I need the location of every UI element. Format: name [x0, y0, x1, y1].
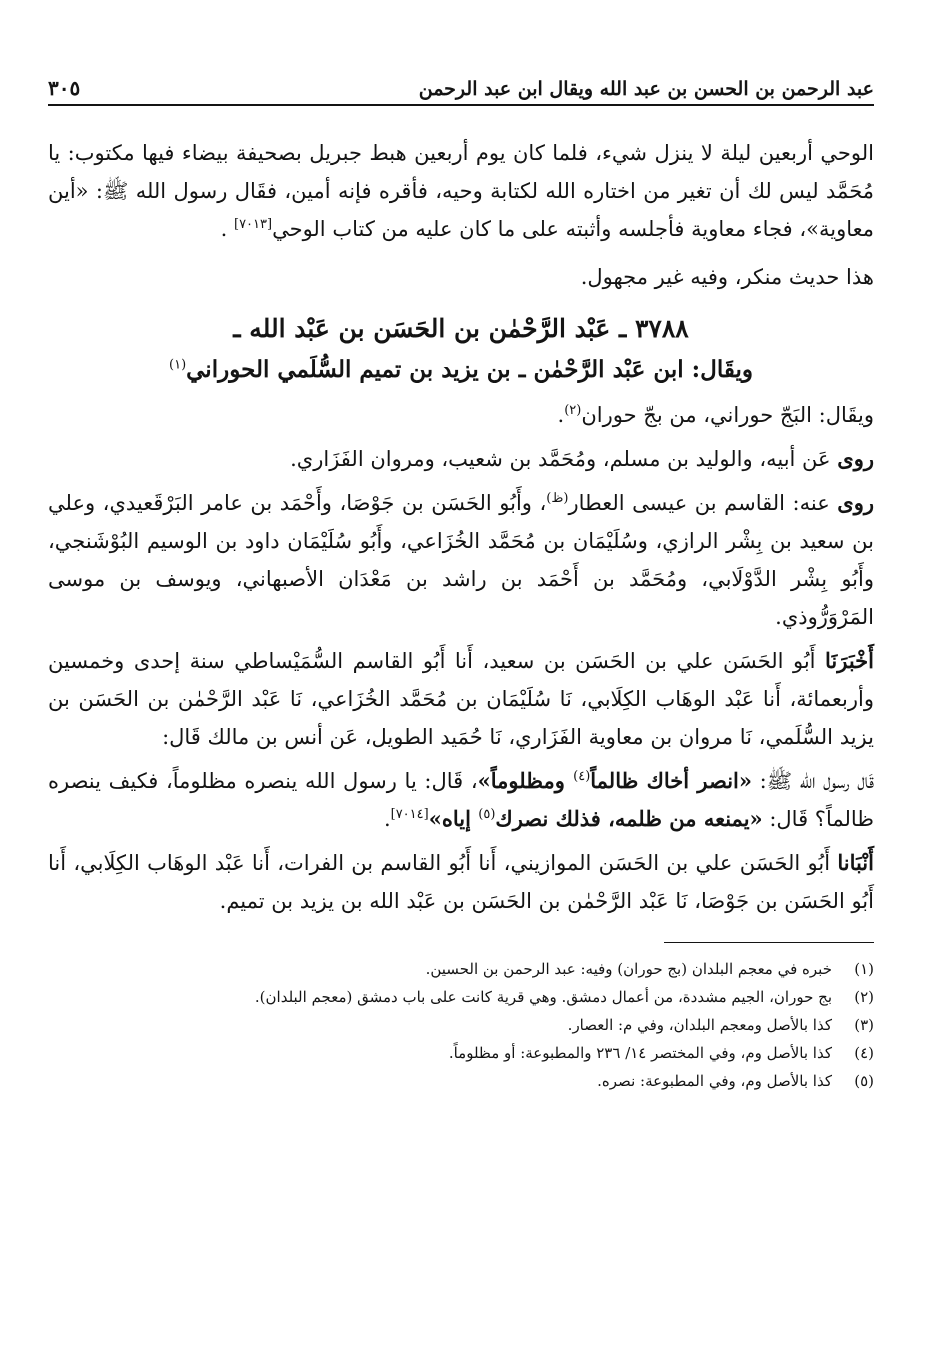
paragraph-1: الوحي أربعين ليلة لا ينزل شيء، فلما كان يوم أربعين هبط جبريل بصحيفة بيضاء فيها مكتوب: يا مُحَمَّد ليس لك أن تغير من اختاره الله لكتابة وحيه، فأقره فإنه أمين، فقَال رسول الله ﷺ: «أين معاوية»، فجاء معاوية فأجلسه وأثبته على ما كان عليه من كتاب الوحي[٧٠١٣] .	[48, 141, 874, 241]
footnote-marker: (١)	[169, 357, 187, 373]
footnote: (٥) كذا بالأصل وم، وفي المطبوعة: نصره.	[597, 1072, 874, 1090]
footnote: (١) خبره في معجم البلدان (بج حوران) وفيه: عبد الرحمن بن الحسين.	[425, 960, 874, 978]
paragraph-3: ويقَال: البَجّ حوراني، من بجّ حوران$^{(٢)}$.	[557, 403, 874, 427]
footnote: (٤) كذا بالأصل وم، وفي المختصر ١٤/ ٢٣٦ والمطبوعة: أو مظلوماً.	[448, 1044, 874, 1062]
footnote: (٣) كذا بالأصل ومعجم البلدان، وفي م: العصار.	[567, 1016, 874, 1034]
footnotes	[48, 955, 874, 1095]
lead-word: روى	[837, 490, 875, 515]
hadith-ref: [٧٠١٣]	[233, 217, 273, 232]
entry-subtitle: ويقَال: ابن عَبْد الرَّحْمٰن ـ بن يزيد بن تميم السُّلَمي الحوراني$^{(١)}$	[169, 356, 753, 383]
hadith-ref: [٧٠١٤]	[390, 807, 429, 822]
lead-word: أَنْبَانا	[837, 850, 874, 875]
paragraph-5: روى عنه: القاسم بن عيسى العطار$^{(ظ)}$، وأَبُو الحَسَن بن جَوْصَا، وأَحْمَد بن عامر البَرْقَعيدي، وعلي بن سعيد بن بِشْر الرازي، وسُلَيْمَان بن مُحَمَّد الخُزَاعي، وأَبُو سُلَيْمَان داود بن الوسيم البُوْشَنجي، وأَبُو بِشْر الدَّوْلَابي، ومُحَمَّد بن أَحْمَد بن راشد بن مَعْدَان الأصبهاني، ويوسف بن موسى المَرْوَرُّوذي.	[48, 490, 875, 629]
page-number: ٣٠٥	[48, 76, 81, 100]
paragraph-4: روى عَن أبيه، والوليد بن مسلم، ومُحَمَّد بن شعيب، ومروان الفَزَاري.	[290, 446, 874, 471]
paragraph-8: أَنْبَانا أَبُو الحَسَن علي بن الحَسَن الموازيني، أَنا أَبُو القاسم بن الفرات، أَنا عَبْد الوهَاب الكِلَابي، أَنا أَبُو الحَسَن بن جَوْصَا، نَا عَبْد الرَّحْمٰن بن الحَسَن بن عَبْد الله بن يزيد بن تميم.	[48, 850, 874, 913]
paragraph-6: أَخْبَرَنَا أَبُو الحَسَن علي بن الحَسَن بن سعيد، أَنا أَبُو القاسم السُّمَيْساطي سنة إحدى وخمسين وأربعمائة، أَنا عَبْد الوهَاب الكِلَابي، نَا سُلَيْمَان بن مُحَمَّد الخُزَاعي، نَا عَبْد الرَّحْمٰن بن الحَسَن بن يزيد السُّلَمي، نَا مروان بن معاوية الفَزَاري، نَا حُمَيد الطويل، عَن أنس بن مالك قَال:	[48, 648, 874, 749]
lead-word: أَخْبَرَنَا	[825, 648, 874, 673]
page-body	[48, 134, 874, 1095]
footnote: (٢) بج حوران، الجيم مشددة، من أعمال دمشق. وهي قرية كانت على باب دمشق (معجم البلدان).	[254, 988, 874, 1006]
lead-word: روى	[837, 446, 874, 471]
footnote-marker: (٤)	[573, 769, 591, 784]
running-title: عبد الرحمن بن الحسن بن عبد الله ويقال ابن عبد الرحمن	[418, 78, 874, 100]
book-page	[48, 0, 874, 1350]
entry-title: ٣٧٨٨ ـ عَبْد الرَّحْمٰن بن الحَسَن بن عَبْد الله ـ	[233, 314, 689, 343]
paragraph-7: قَال رسول الله ﷺ: «انصر أخاك ظالماً$^{(٤)}$ ومظلوماً»، قَال: يا رسول الله ينصره مظلوماً، فكيف ينصره ظالماً؟ قَال: «يمنعه من ظلمه، فذلك نصرك$^{(٥)}$ إياه»[٧٠١٤].	[48, 768, 875, 831]
paragraph-2: هذا حديث منكر، وفيه غير مجهول.	[580, 265, 874, 289]
footnote-marker: (٥)	[478, 807, 496, 822]
footnote-marker: (٢)	[564, 403, 582, 418]
page-header	[48, 66, 874, 106]
footnote-divider	[664, 942, 874, 943]
footnote-marker: (ظ)	[546, 491, 569, 506]
